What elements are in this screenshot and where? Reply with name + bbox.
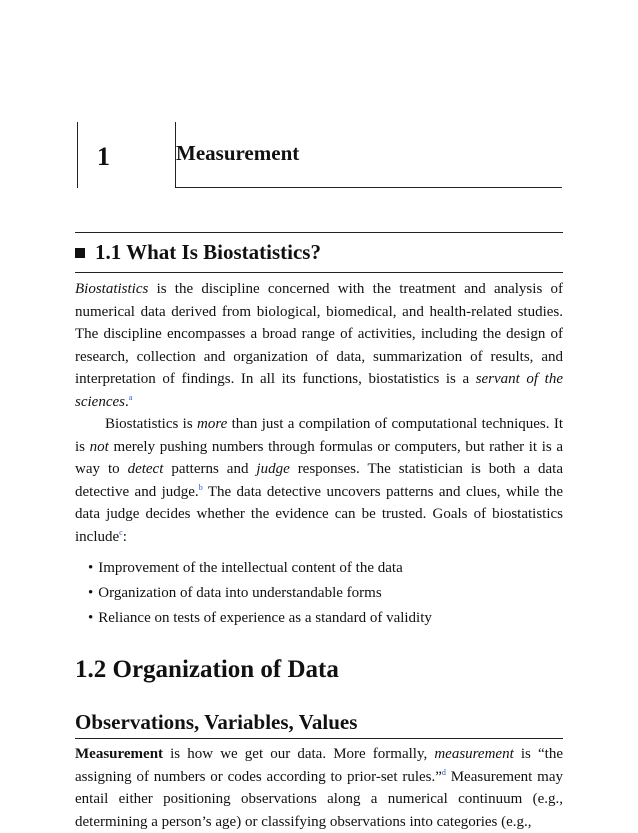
text-run: : — [122, 528, 127, 545]
bullet-icon: • — [88, 560, 94, 576]
italic-run: judge — [256, 461, 290, 477]
text-run: is how we get our data. More formally, — [163, 746, 435, 762]
section-heading-1-2: 1.2 Organization of Data — [75, 656, 339, 683]
italic-run: detect — [127, 461, 164, 477]
chapter-title: Measurement — [176, 141, 300, 165]
subsection-heading: Observations, Variables, Values — [75, 710, 358, 734]
text-run: merely pushing numbers through formulas or computers, but rather it is a way to — [75, 438, 563, 477]
italic-run: more — [196, 416, 228, 432]
footnote-marker[interactable]: c — [119, 527, 123, 537]
paragraph-biostatistics-more — [75, 413, 563, 548]
list-item: • Organization of data into understandable forms — [88, 585, 382, 601]
square-bullet-icon — [75, 248, 85, 258]
bullet-icon: • — [88, 585, 94, 601]
italic-run: servant of the sciences — [75, 371, 563, 410]
page-content — [75, 232, 563, 833]
bullet-icon: • — [88, 610, 94, 626]
text-run: . — [124, 393, 129, 410]
text-run: The data detective uncovers patterns and clues, while the data judge decides whether the evidence can be trusted. Goals of biostatistics include — [75, 483, 563, 545]
subsection-rule — [75, 738, 563, 739]
text-run: Biostatistics is — [105, 416, 197, 432]
chapter-number: 1 — [97, 142, 110, 171]
section-heading-1-1-text: 1.1 What Is Biostatistics? — [95, 240, 321, 264]
text-run: Measurement may entail either positioning observations along a numerical continuum (e.g., determining a person’s age) or classifying observations into categories (e.g., — [75, 768, 563, 830]
list-item: • Reliance on tests of experience as a standard of validity — [88, 610, 432, 626]
footnote-marker[interactable]: d — [441, 767, 446, 777]
italic-run: not — [89, 438, 109, 455]
text-run: is the discipline concerned with the treatment and analysis of numerical data derived from biological, biomedical, and health-related studies. The discipline encompasses a broad range of activities, including the design of research, collection and organization of data, summarization of results, and interpretation of findings. In all its functions, biostatistics is a — [75, 281, 563, 387]
footnote-marker[interactable]: a — [128, 392, 133, 402]
goals-list — [75, 556, 563, 631]
italic-run: Biostatistics — [75, 281, 149, 297]
text-run: responses. The statistician is both a data detective and judge. — [75, 461, 564, 500]
bold-run: Measurement — [75, 746, 164, 762]
section-heading-1-1 — [75, 240, 563, 265]
footnote-marker[interactable]: b — [198, 482, 203, 492]
paragraph-measurement — [75, 743, 563, 833]
chapter-title-underline — [175, 187, 562, 188]
section-rule-bottom — [75, 272, 563, 273]
text-run: than just a compilation of computational techniques. It is — [75, 416, 563, 455]
list-item: • Improvement of the intellectual content of the data — [88, 560, 403, 576]
chapter-rule-left — [77, 122, 78, 188]
text-run: patterns and — [163, 461, 257, 477]
italic-run: measurement — [434, 746, 514, 762]
section-rule-top — [75, 232, 563, 233]
text-run: is “the assigning of numbers or codes according to prior-set rules.” — [75, 746, 563, 785]
paragraph-biostatistics-definition — [75, 278, 563, 413]
